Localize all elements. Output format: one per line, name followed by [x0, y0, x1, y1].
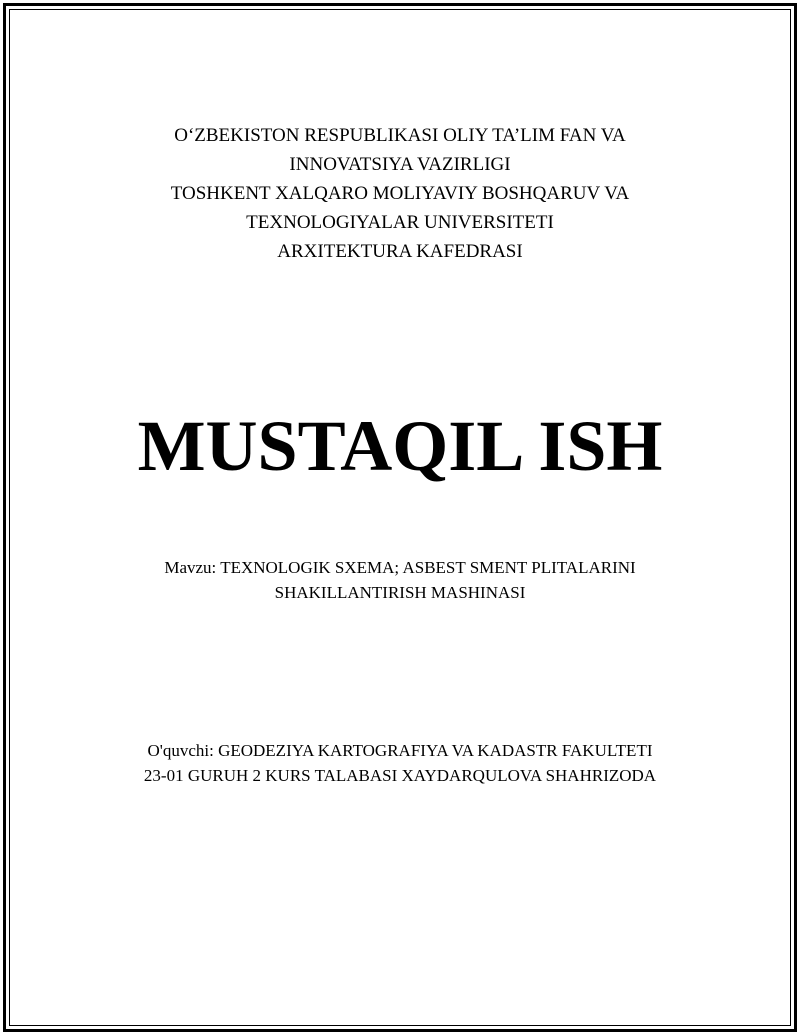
header-line: INNOVATSIYA VAZIRLIGI [289, 154, 511, 175]
header-line: O‘ZBEKISTON RESPUBLIKASI OLIY TA’LIM FAN VA [174, 125, 626, 146]
student-line: O'quvchi: GEODEZIYA KARTOGRAFIYA VA KADASTR FAKULTETI [147, 741, 653, 760]
student-block [0, 738, 800, 788]
student-line: 23-01 GURUH 2 KURS TALABASI XAYDARQULOVA SHAHRIZODA [143, 766, 657, 785]
header-line: TOSHKENT XALQARO MOLIYAVIY BOSHQARUV VA [170, 183, 630, 204]
header-line: TEXNOLOGIYALAR UNIVERSITETI [246, 212, 554, 233]
document-title: MUSTAQIL ISH [137, 406, 663, 486]
topic-line: SHAKILLANTIRISH MASHINASI [274, 583, 526, 602]
header-line: ARXITEKTURA KAFEDRASI [277, 241, 523, 262]
topic-block [0, 555, 800, 605]
institution-header [0, 121, 800, 266]
topic-line: Mavzu: TEXNOLOGIK SXEMA; ASBEST SMENT PLITALARINI [164, 558, 636, 577]
